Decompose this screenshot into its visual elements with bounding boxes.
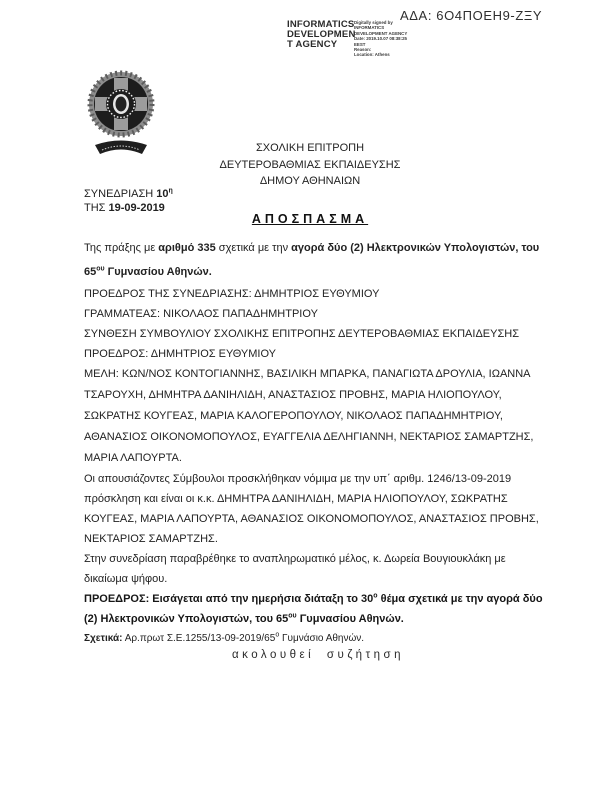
signature-details [354, 20, 406, 58]
act-subject-paragraph [84, 236, 552, 284]
president-line: ΠΡΟΕΔΡΟΣ: ΔΗΜΗΤΡΙΟΣ ΕΥΘΥΜΙΟΥ [84, 348, 276, 360]
reference-school: Γυμνάσιο Αθηνών. [279, 633, 365, 644]
document-title: ΑΠΟΣΠΑΣΜΑ [251, 212, 369, 226]
session-number-suffix: η [168, 187, 173, 195]
org-line-committee: ΣΧΟΛΙΚΗ ΕΠΙΤΡΟΠΗ [255, 142, 365, 154]
absent-members-paragraph: Οι απουσιάζοντες Σύμβουλοι προσκλήθηκαν νόμιμα με την υπ΄ αριθμ. 1246/13-09-2019 πρόσκληση και είναι οι κ.κ. ΔΗΜΗΤΡΑ ΔΑΝΙΗΛΙΔΗ, ΜΑΡΙΑ ΗΛΙΟΠΟΥΛΟΥ, ΣΩΚΡΑΤΗΣ ΚΟΥΓΕΑΣ, ΜΑΡΙΑ ΛΑΠΟΥΡΤΑ, ΑΘΑΝΑΣΙΟΣ ΟΙΚΟΝΟΜΟΠΟΥΛΟΣ, ΑΝΑΣΤΑΣΙΟΣ ΠΡΟΒΗΣ, ΝΕΚΤΑΡΙΟΣ ΣΑΜΑΡΤΖΗΣ. [84, 473, 539, 545]
act-school: Γυμνασίου Αθηνών. [104, 266, 212, 278]
reference-line [84, 629, 552, 649]
signature-detail-line: Date: 2019.10.07 08:38:25 [354, 36, 407, 42]
statement-text: Γυμνασίου Αθηνών. [296, 613, 404, 625]
session-info [84, 187, 173, 215]
statement-text: θέμα σχετικά με την αγορά δύο (2) Ηλεκτρονικών Υπολογιστών, του 65 [84, 593, 543, 625]
composition-line: ΣΥΝΘΕΣΗ ΣΥΜΒΟΥΛΙΟΥ ΣΧΟΛΙΚΗΣ ΕΠΙΤΡΟΠΗΣ ΔΕΥΤΕΡΟΒΑΘΜΙΑΣ ΕΚΠΑΙΔΕΥΣΗΣ [84, 328, 520, 340]
act-subject: αγορά δύο (2) Ηλεκτρονικών Υπολογιστών, του 65 [84, 242, 540, 278]
session-number: 10 [156, 188, 169, 200]
statement-ordinal-suffix: ου [288, 612, 297, 620]
signature-agency-name [287, 19, 356, 50]
athens-municipality-seal-icon [86, 66, 156, 158]
act-number: αριθμό 335 [158, 242, 216, 254]
organization-header [165, 140, 455, 190]
signature-detail-line: Reason: [354, 47, 372, 53]
reference-protocol: Αρ.πρωτ Σ.Ε.1255/13-09-2019/65 [122, 633, 276, 644]
session-number-line [84, 187, 173, 201]
signature-agency-line: DEVELOPMEN [287, 29, 356, 40]
signature-agency-line: INFORMATICS [287, 19, 355, 30]
ada-code: ΑΔΑ: 6Ο4ΠΟΕΗ9-ΖΞΥ [400, 8, 543, 23]
signature-detail-line: EEST [354, 41, 366, 47]
members-paragraph: ΜΕΛΗ: ΚΩΝ/ΝΟΣ ΚΟΝΤΟΓΙΑΝΝΗΣ, ΒΑΣΙΛΙΚΗ ΜΠΑΡΚΑ, ΠΑΝΑΓΙΩΤΑ ΔΡΟΥΛΙΑ, ΙΩΑΝΝΑ ΤΣΑΡΟΥΧΗ, ΔΗΜΗΤΡΑ ΔΑΝΙΗΛΙΔΗ, ΑΝΑΣΤΑΣΙΟΣ ΠΡΟΒΗΣ, ΜΑΡΙΑ ΗΛΙΟΠΟΥΛΟΥ, ΣΩΚΡΑΤΗΣ ΚΟΥΓΕΑΣ, ΜΑΡΙΑ ΚΑΛΟΓΕΡΟΠΟΥΛΟΥ, ΝΙΚΟΛΑΟΣ ΠΑΠΑΔΗΜΗΤΡΙΟΥ, ΑΘΑΝΑΣΙΟΣ ΟΙΚΟΝΟΜΟΠΟΥΛΟΣ, ΕΥΑΓΓΕΛΙΑ ΔΕΛΗΓΙΑΝΝΗ, ΝΕΚΤΑΡΙΟΣ ΣΑΜΑΡΤΖΗΣ, ΜΑΡΙΑ ΛΑΠΟΥΡΤΑ. [84, 368, 534, 464]
signature-detail-line: INFORMATICS [354, 25, 385, 31]
reference-ordinal-suffix: ο [275, 631, 280, 639]
org-line-education: ΔΕΥΤΕΡΟΒΑΘΜΙΑΣ ΕΚΠΑΙΔΕΥΣΗΣ [219, 158, 401, 171]
statement-ordinal-suffix: ο [373, 592, 378, 600]
president-statement-paragraph [84, 589, 552, 629]
signature-detail-line: Digitally signed by [354, 20, 393, 25]
statement-text: ΠΡΟΕΔΡΟΣ: Εισάγεται από την ημερήσια διάταξη το 30 [84, 593, 374, 605]
roles-block [84, 284, 552, 364]
digital-signature-stamp [287, 20, 406, 58]
session-date-label: ΤΗΣ [84, 202, 109, 214]
chairman-line: ΠΡΟΕΔΡΟΣ ΤΗΣ ΣΥΝΕΔΡΙΑΣΗΣ: ΔΗΜΗΤΡΙΟΣ ΕΥΘΥΜΙΟΥ [84, 288, 380, 300]
signature-detail-line: Location: Athens [354, 52, 390, 58]
substitute-member-paragraph: Στην συνεδρίαση παραβρέθηκε το αναπληρωματικό μέλος, κ. Δωρεία Βουγιουκλάκη με δικαίωμα ψήφου. [84, 553, 506, 585]
act-text: σχετικά με την [215, 242, 292, 254]
document-body [84, 236, 552, 661]
session-date: 19-09-2019 [108, 202, 165, 214]
session-label: ΣΥΝΕΔΡΙΑΣΗ [84, 188, 157, 200]
signature-agency-line: T AGENCY [287, 39, 338, 50]
reference-label: Σχετικά: [84, 633, 123, 644]
closing-line: ακολουθεί συζήτηση [231, 649, 405, 661]
secretary-line: ΓΡΑΜΜΑΤΕΑΣ: ΝΙΚΟΛΑΟΣ ΠΑΠΑΔΗΜΗΤΡΙΟΥ [84, 308, 318, 320]
signature-detail-line: DEVELOPMENT AGENCY [354, 30, 408, 36]
org-line-municipality: ΔΗΜΟΥ ΑΘΗΝΑΙΩΝ [259, 175, 361, 187]
act-text: Της πράξης με [84, 242, 159, 254]
act-ordinal-suffix: ου [96, 265, 105, 273]
